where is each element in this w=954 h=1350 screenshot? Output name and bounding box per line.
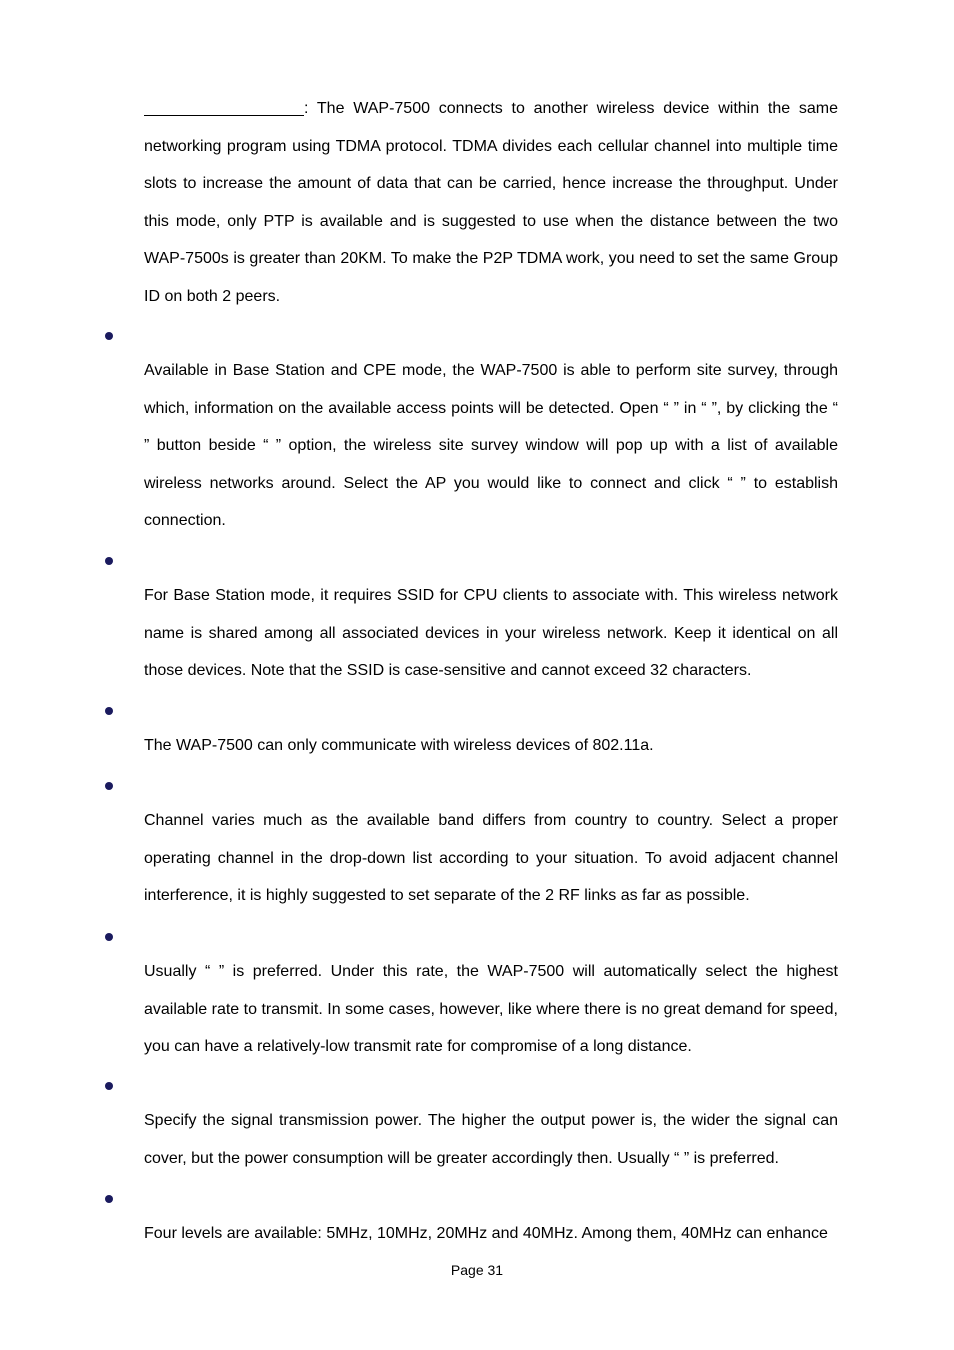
bullet-dot bbox=[105, 707, 113, 715]
bullet-dot bbox=[105, 557, 113, 565]
bullet-dot bbox=[105, 933, 113, 941]
paragraph-channel-width: Four levels are available: 5MHz, 10MHz, 20MHz and 40MHz. Among them, 40MHz can enhance bbox=[144, 1225, 828, 1242]
bullet-dot bbox=[105, 782, 113, 790]
paragraph-transmit-rate: Usually “ ” is preferred. Under this rate, the WAP-7500 will automatically select the highest available rate to transmit. In some cases, however, like where there is no great demand for speed, you can have a relatively-low transmit rate for compromise of a long distance. bbox=[144, 963, 838, 1056]
paragraph-site-survey: Available in Base Station and CPE mode, the WAP-7500 is able to perform site survey, through which, information on the available access points will be detected. Open “ ” in “ ”, by clicking the “ ” button beside “ ” option, the wireless site survey window will pop up with a list of available wireless networks around. Select the AP you would like to connect and click “ ” to establish connection. bbox=[144, 362, 838, 530]
bullet-dot bbox=[105, 332, 113, 340]
paragraph-channel: Channel varies much as the available band differs from country to country. Select a proper operating channel in the drop-down list according to your situation. To avoid adjacent channel interference, it is highly suggested to set separate of the 2 RF links as far as possible. bbox=[144, 812, 838, 905]
blank-heading-line bbox=[144, 97, 304, 116]
page-number: Page 31 bbox=[450, 1262, 504, 1278]
bullet-dot bbox=[105, 1195, 113, 1203]
paragraph-wireless-mode: The WAP-7500 can only communicate with wireless devices of 802.11a. bbox=[144, 737, 654, 754]
paragraph-text: : The WAP-7500 connects to another wireless device within the same networking program using TDMA protocol. TDMA divides each cellular channel into multiple time slots to increase the amount of data that can be carried, hence increase the throughput. Under this mode, only PTP is available and is suggested to use when the distance between the two WAP-7500s is greater than 20KM. To make the P2P TDMA work, you need to set the same Group ID on both 2 peers. bbox=[144, 100, 838, 305]
paragraph-p2p-tdma bbox=[144, 90, 838, 316]
paragraph-output-power: Specify the signal transmission power. The higher the output power is, the wider the signal can cover, but the power consumption will be greater accordingly then. Usually “ ” is preferred. bbox=[144, 1112, 838, 1167]
paragraph-ssid: For Base Station mode, it requires SSID for CPU clients to associate with. This wireless network name is shared among all associated devices in your wireless network. Keep it identical on all those devices. Note that the SSID is case-sensitive and cannot exceed 32 characters. bbox=[144, 587, 838, 680]
bullet-dot bbox=[105, 1082, 113, 1090]
